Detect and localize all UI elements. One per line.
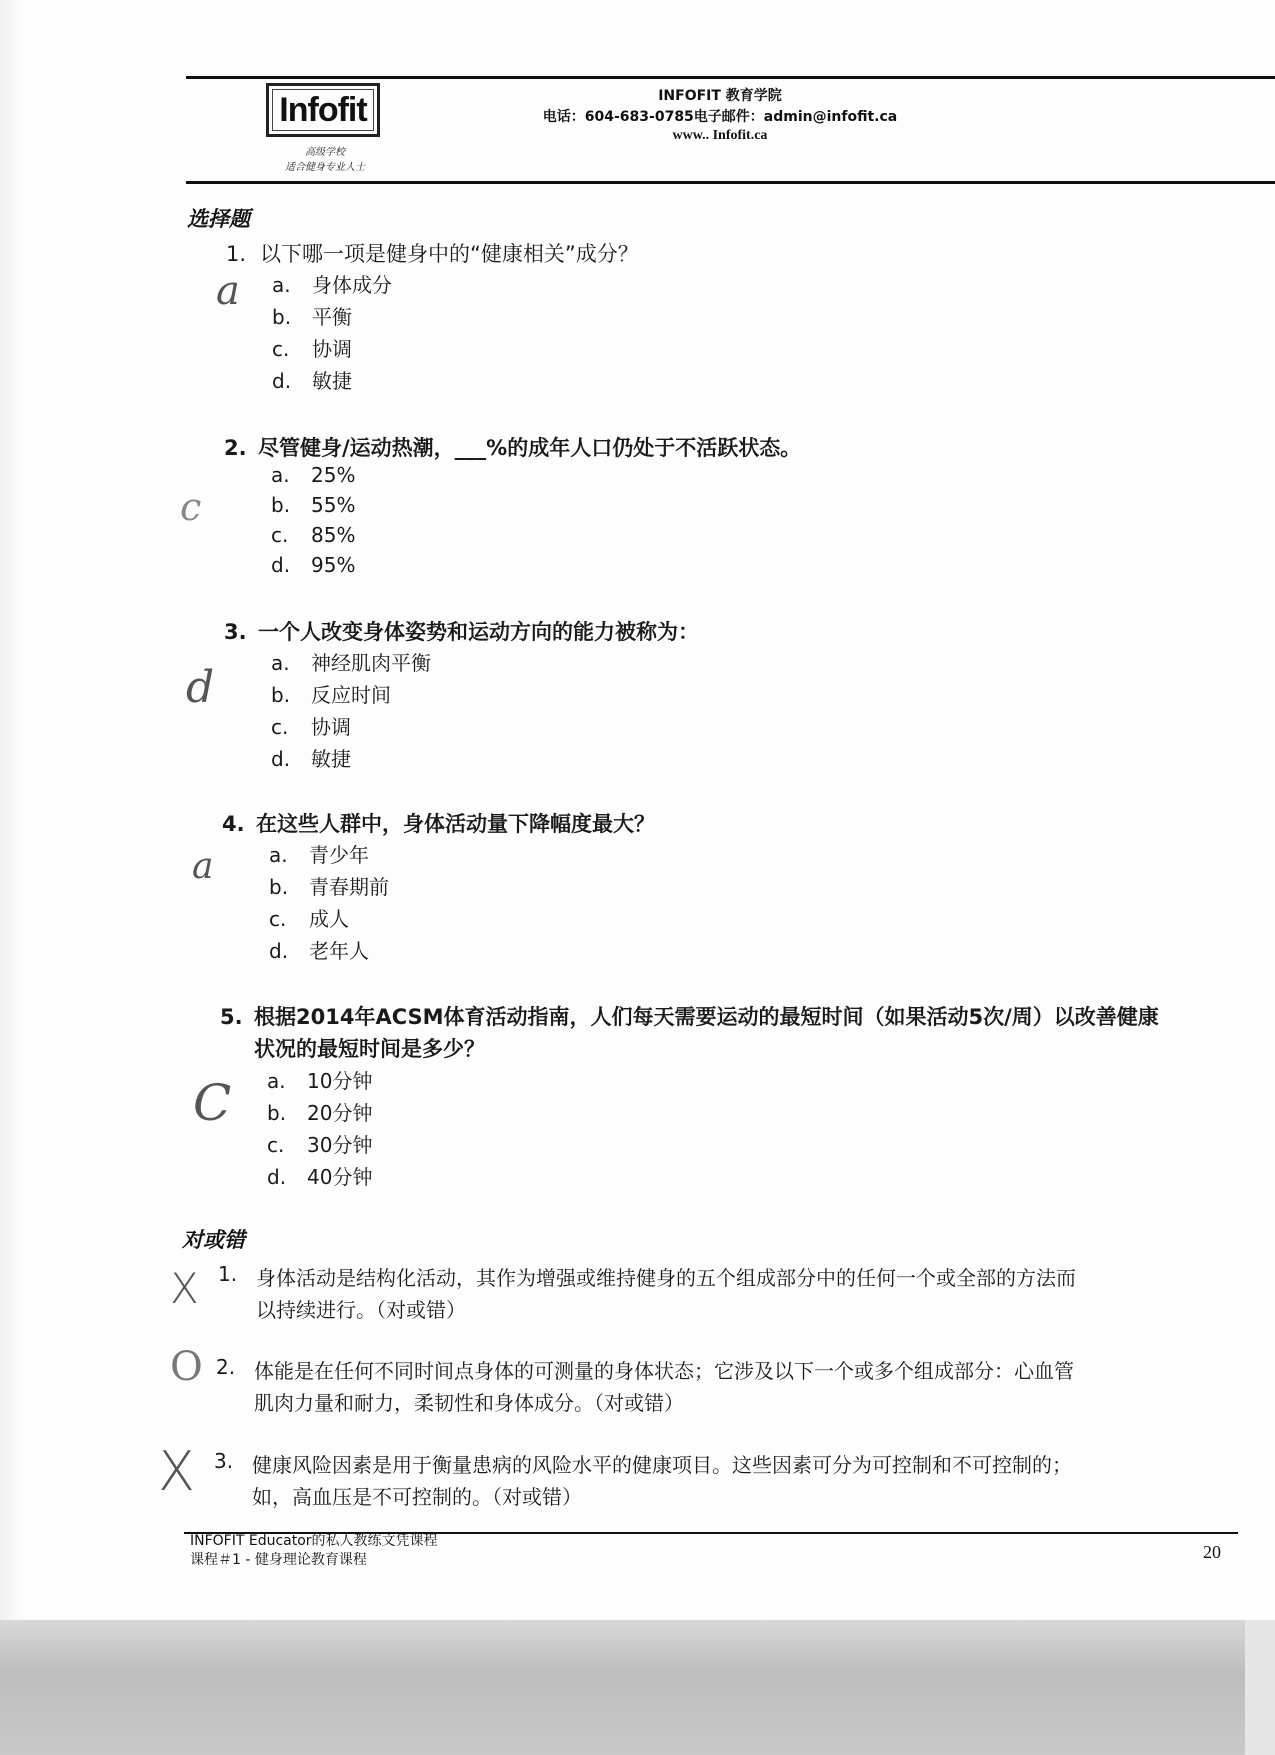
- q5-option-c: c. 30分钟: [267, 1133, 373, 1157]
- q2-option-a: a. 25%: [271, 463, 356, 487]
- website: www.. Infofit.ca: [672, 128, 768, 143]
- q2-option-c: c. 85%: [271, 523, 356, 547]
- org-name: INFOFIT 教育学院: [658, 88, 782, 104]
- q1-option-c: c. 协调: [272, 337, 352, 361]
- infofit-logo: [266, 83, 380, 137]
- tf-section-title: 对或错: [182, 1227, 245, 1252]
- q3-option-a: a. 神经肌肉平衡: [271, 651, 431, 675]
- q1-option-a: a. 身体成分: [272, 273, 392, 297]
- scan-corner: [1245, 1620, 1275, 1755]
- page-number: 20: [1203, 1542, 1221, 1562]
- tf-item-1: 1. 身体活动是结构化活动，其作为增强或维持健身的五个组成部分中的任何一个或全部的方法而 以持续进行。（对或错）: [218, 1262, 1076, 1322]
- q5-option-b: b. 20分钟: [267, 1101, 373, 1125]
- mc-section-title: 选择题: [187, 206, 250, 231]
- q4-option-d: d. 老年人: [269, 939, 369, 963]
- q3-option-b: b. 反应时间: [271, 683, 391, 707]
- footer-line-1: INFOFIT Educator的私人教练文凭课程: [190, 1533, 438, 1549]
- question-5-line-1: 5. 根据2014年ACSM体育活动指南，人们每天需要运动的最短时间（如果活动5次/周）以改善健康: [220, 1005, 1159, 1029]
- tf-item-3: 3. 健康风险因素是用于衡量患病的风险水平的健康项目。这些因素可分为可控制和不可控制的； 如，高血压是不可控制的。（对或错）: [214, 1449, 1072, 1509]
- scan-bottom-edge: [0, 1620, 1275, 1755]
- footer-line-2: 课程＃1 - 健身理论教育课程: [190, 1552, 367, 1568]
- question-4: 4. 在这些人群中，身体活动量下降幅度最大？: [222, 812, 655, 836]
- logo-tagline-1: 高级学校: [305, 147, 345, 158]
- q3-option-c: c. 协调: [271, 715, 351, 739]
- q1-handwritten-answer: a: [216, 268, 240, 314]
- q3-handwritten-answer: d: [186, 662, 215, 713]
- q2-option-d: d. 95%: [271, 553, 356, 577]
- header-top-rule: [186, 76, 1275, 79]
- q4-option-c: c. 成人: [269, 907, 349, 931]
- q3-option-d: d. 敏捷: [271, 747, 351, 771]
- q5-option-d: d. 40分钟: [267, 1165, 373, 1189]
- tf2-handwritten-mark: O: [170, 1344, 203, 1390]
- q5-option-a: a. 10分钟: [267, 1069, 373, 1093]
- q5-handwritten-answer: C: [193, 1074, 232, 1132]
- question-1: 1. 以下哪一项是健身中的“健康相关”成分？: [226, 242, 639, 266]
- question-2: 2. 尽管健身/运动热潮，___%的成年人口仍处于不活跃状态。: [224, 436, 802, 460]
- q2-handwritten-answer: c: [180, 485, 202, 529]
- contact-line: 电话：604-683-0785电子邮件：admin@infofit.ca: [542, 109, 898, 125]
- tf3-handwritten-mark: X: [158, 1440, 195, 1503]
- question-3: 3. 一个人改变身体姿势和运动方向的能力被称为：: [224, 620, 699, 644]
- logo-tagline-2: 适合健身专业人士: [285, 162, 365, 173]
- q1-option-d: d. 敏捷: [272, 369, 352, 393]
- q2-option-b: b. 55%: [271, 493, 356, 517]
- tf-item-2: 2. 体能是在任何不同时间点身体的可测量的身体状态；它涉及以下一个或多个组成部分：心血管 肌肉力量和耐力，柔韧性和身体成分。（对或错）: [216, 1355, 1074, 1415]
- scan-left-edge: [0, 0, 22, 1620]
- logo-text: Infofit: [272, 89, 374, 131]
- question-5-line-2: 状况的最短时间是多少？: [254, 1037, 485, 1061]
- q4-option-b: b. 青春期前: [269, 875, 389, 899]
- q4-option-a: a. 青少年: [269, 843, 369, 867]
- q1-option-b: b. 平衡: [272, 305, 352, 329]
- tf1-handwritten-mark: X: [170, 1264, 199, 1313]
- header-bottom-rule: [186, 181, 1275, 184]
- q4-handwritten-answer: a: [192, 846, 214, 887]
